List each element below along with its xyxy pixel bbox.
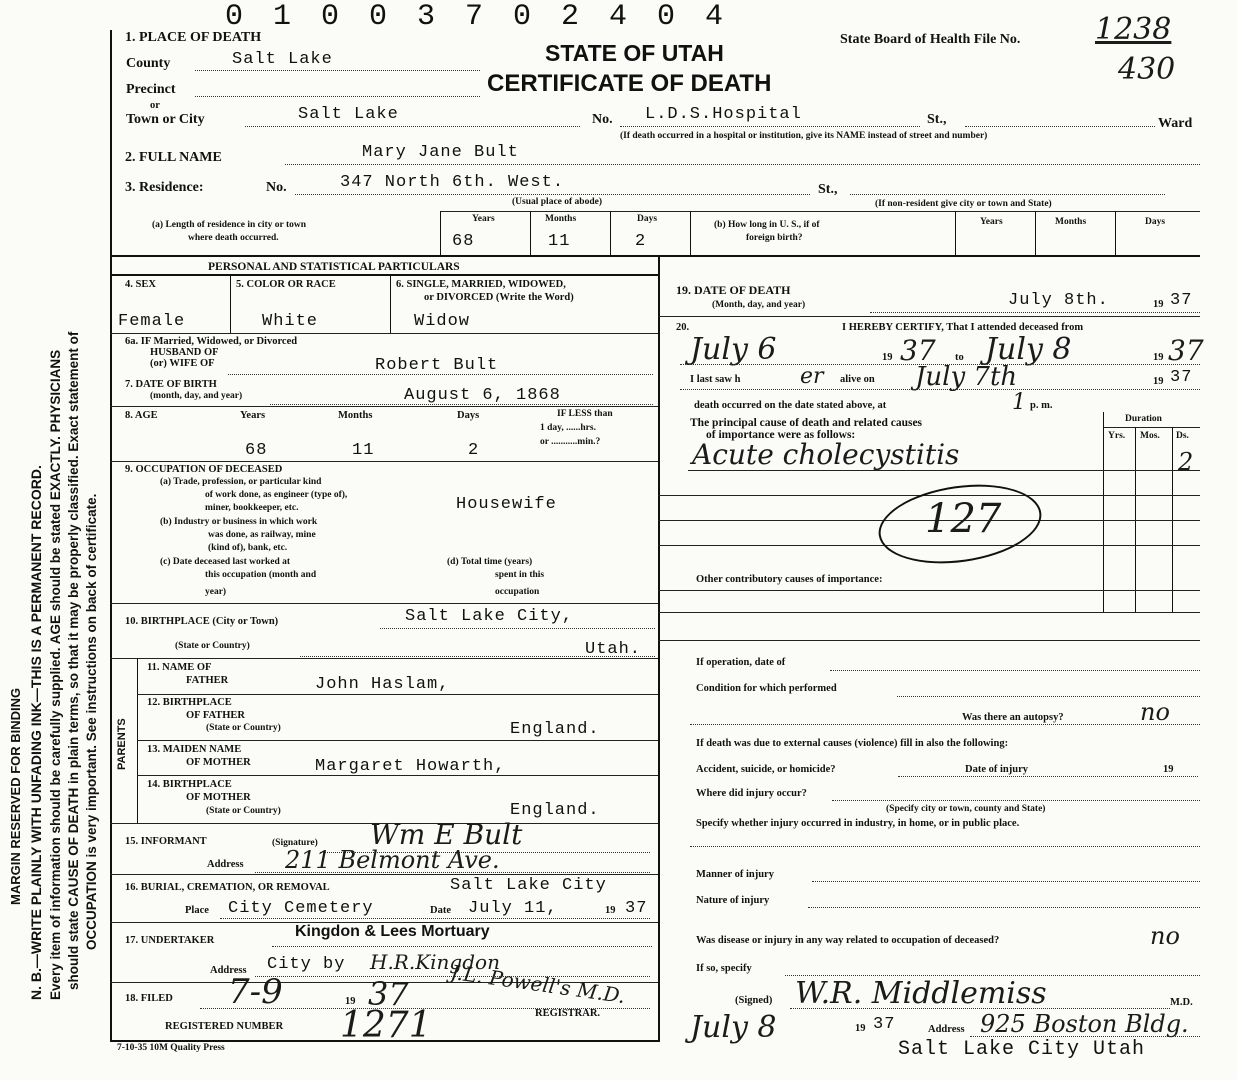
res-years-header: Years: [472, 214, 495, 224]
alive-date: July 7th: [915, 362, 1018, 392]
parents-label: PARENTS: [116, 718, 128, 770]
disease-occupation-answer: no: [1150, 922, 1180, 950]
row-10-top: [110, 603, 658, 604]
age-label: 8. AGE: [125, 410, 158, 421]
row-13-top: [137, 740, 658, 741]
dod-year-prefix: 19: [1153, 299, 1164, 310]
margin-instruction-2: should state CAUSE OF DEATH in plain terms, so that it may be properly classified. Exact statement of: [66, 331, 81, 990]
us-years-header: Years: [980, 217, 1003, 227]
dod-line: [870, 312, 1200, 313]
us-col-1: [955, 211, 956, 255]
color-col: [390, 275, 391, 333]
signed-label: (Signed): [735, 995, 773, 1006]
or-label: or: [150, 100, 160, 111]
dob-value: August 6, 1868: [404, 386, 561, 405]
registrar-signature: J.L. Powell's M.D.: [449, 959, 627, 1009]
residence-value: 347 North 6th. West.: [340, 173, 565, 192]
cause-of-death: Acute cholecystitis: [692, 438, 960, 471]
operation-label: If operation, date of: [696, 657, 786, 668]
birthplace-line: [380, 628, 655, 629]
date-of-death: July 8th.: [1008, 291, 1109, 310]
condition-line: [897, 696, 1200, 697]
us-col-3: [1115, 211, 1116, 255]
hospital-note: (If death occurred in a hospital or institution, give its NAME instead of street and number): [620, 131, 988, 141]
burial-label: 16. BURIAL, CREMATION, OR REMOVAL: [125, 882, 330, 893]
margin-binding-note: MARGIN RESERVED FOR BINDING: [8, 687, 23, 905]
res-col-1: [440, 211, 441, 255]
occurred-unit: p. m.: [1030, 400, 1053, 411]
personal-rule: [110, 274, 658, 276]
state-title: STATE OF UTAH: [545, 40, 724, 66]
filed-date: 7-9: [228, 972, 283, 1012]
informant-address: 211 Belmont Ave.: [285, 846, 500, 874]
undertaker-address-label: Address: [210, 965, 247, 976]
father-birth-label-2: OF FATHER: [186, 710, 246, 721]
usual-abode-note: (Usual place of abode): [512, 197, 602, 207]
registrar-label: REGISTRAR.: [535, 1008, 601, 1019]
row-20-top: [658, 316, 1200, 317]
row-12-top: [137, 694, 658, 695]
us-length-label-2: foreign birth?: [746, 233, 803, 243]
precinct-label: Precinct: [126, 82, 176, 97]
occurred-time: 1: [1012, 390, 1026, 415]
attended-to: July 8: [985, 332, 1072, 367]
us-length-label: (b) How long in U. S., if of: [714, 220, 820, 230]
burial-place-label: Place: [185, 905, 209, 916]
mother-birth-value: England.: [510, 801, 600, 820]
less-day-label: 1 day, ......hrs.: [540, 423, 596, 433]
filed-year: 37: [368, 975, 409, 1013]
res-col-3: [610, 211, 611, 255]
mother-value: Margaret Howarth,: [315, 757, 506, 776]
cause-label: The principal cause of death and related causes: [690, 417, 923, 429]
county-line: [195, 70, 480, 71]
file-number-secondary: 430: [1118, 52, 1176, 87]
duration-ds: Ds.: [1176, 431, 1189, 441]
alive-year-prefix: 19: [1153, 376, 1164, 387]
residence-st-label: St.,: [818, 182, 838, 197]
industry-line: [690, 846, 1200, 847]
row-14-top: [137, 775, 658, 776]
burial-year-prefix: 19: [605, 905, 616, 916]
mother-birth-label: 14. BIRTHPLACE: [147, 779, 232, 790]
nonresident-note: (If non-resident give city or town and State): [875, 199, 1052, 209]
occ-b3: (kind of), bank, etc.: [208, 543, 288, 553]
sign-date: July 8: [690, 1010, 777, 1045]
father-label-2: FATHER: [186, 675, 229, 686]
occ-d3: occupation: [495, 587, 540, 597]
marital-label-2: or DIVORCED (Write the Word): [424, 292, 574, 303]
signed-line: [790, 1008, 1170, 1009]
certify-text: I HEREBY CERTIFY, That I attended deceased from: [842, 322, 1084, 333]
sex-value: Female: [118, 312, 186, 331]
birthplace-city: Salt Lake City,: [405, 607, 574, 626]
certify-number: 20.: [676, 322, 690, 333]
duration-mos: Mos.: [1140, 431, 1160, 441]
undertaker-stamp: Kingdon & Lees Mortuary: [295, 923, 490, 940]
nature-label: Nature of injury: [696, 895, 770, 906]
res-col-4: [690, 211, 691, 255]
burial-city: Salt Lake City: [450, 876, 607, 895]
spouse-line: [228, 374, 653, 375]
duration-header: Duration: [1125, 414, 1162, 424]
color-value: White: [262, 312, 319, 331]
md-label: M.D.: [1170, 997, 1193, 1008]
us-col-2: [1035, 211, 1036, 255]
length-residence-label-2: where death occurred.: [188, 233, 279, 243]
mother-label-2: OF MOTHER: [186, 757, 251, 768]
res-months-header: Months: [545, 214, 577, 224]
contributory-label: Other contributory causes of importance:: [696, 574, 883, 585]
personal-heading: PERSONAL AND STATISTICAL PARTICULARS: [208, 261, 460, 273]
town-value: Salt Lake: [298, 105, 399, 124]
margin-instruction-1: Every item of information should be carefully supplied. AGE should be stated EXACTLY. PHYSICIANS: [48, 349, 63, 1000]
informant-signature-label: (Signature): [272, 838, 318, 848]
if-so-label: If so, specify: [696, 963, 752, 974]
row-9-top: [110, 461, 658, 462]
birthplace-state-label: (State or Country): [175, 641, 250, 651]
spouse-label-2: HUSBAND OF: [150, 347, 219, 358]
spouse-value: Robert Bult: [375, 356, 499, 375]
date-of-death-sub: (Month, day, and year): [712, 300, 806, 310]
undertaker-address: City by: [267, 955, 346, 974]
specify-industry-label: Specify whether injury occurred in industry, in home, or in public place.: [696, 818, 1020, 829]
residence-line: [295, 194, 810, 195]
occ-c3: year): [205, 587, 227, 597]
dob-label: 7. DATE OF BIRTH: [125, 379, 217, 390]
injury-where-label: Where did injury occur?: [696, 788, 807, 799]
from-year: 37: [900, 334, 936, 367]
age-days-header: Days: [457, 410, 480, 421]
to-label: to: [955, 352, 964, 363]
birthplace-label: 10. BIRTHPLACE (City or Town): [125, 616, 279, 627]
undertaker-line: [272, 946, 652, 947]
date-of-death-label: 19. DATE OF DEATH: [676, 283, 791, 297]
row-16-top: [110, 874, 658, 875]
res-days-header: Days: [637, 214, 658, 224]
contrib-line-2: [658, 612, 1200, 613]
autopsy-answer: no: [1140, 698, 1170, 726]
attended-from: July 6: [690, 332, 777, 367]
parents-top: [110, 658, 658, 659]
color-label: 5. COLOR OR RACE: [236, 279, 336, 290]
spouse-label: 6a. IF Married, Widowed, or Divorced: [125, 336, 298, 347]
res-days-value: 2: [635, 232, 647, 251]
full-name-label: 2. FULL NAME: [125, 150, 222, 165]
st-line: [965, 126, 1155, 127]
alive-line: [680, 389, 1200, 390]
physician-city: Salt Lake City Utah: [898, 1038, 1146, 1061]
age-years-header: Years: [240, 410, 266, 421]
serial-number: 0 1 0 0 3 7 0 2 4 0 4: [225, 0, 730, 34]
dur-col-1: [1103, 412, 1104, 612]
length-residence-label: (a) Length of residence in city or town: [152, 220, 307, 230]
occ-d: (d) Total time (years): [447, 557, 533, 567]
occupation-value: Housewife: [456, 495, 557, 514]
nature-line: [808, 907, 1200, 908]
margin-instruction-3: OCCUPATION is very important. See instructions on back of certificate.: [84, 493, 99, 950]
occ-b: (b) Industry or business in which work: [160, 517, 318, 527]
registered-number-label: REGISTERED NUMBER: [165, 1021, 284, 1032]
address-line: [970, 1036, 1200, 1037]
burial-date-label: Date: [430, 905, 451, 916]
injury-date-label: Date of injury: [965, 764, 1028, 775]
occ-a2: of work done, as engineer (type of),: [205, 490, 348, 500]
accident-line: [898, 776, 1198, 777]
autopsy-line: [690, 724, 1200, 725]
dob-line: [270, 404, 653, 405]
us-months-header: Months: [1055, 217, 1087, 227]
county-value: Salt Lake: [232, 50, 333, 69]
less-min-label: or ...........min.?: [540, 437, 601, 447]
physician-signature: W.R. Middlemiss: [795, 976, 1047, 1011]
manner-line: [812, 881, 1200, 882]
row-8-top: [110, 406, 658, 407]
autopsy-label: Was there an autopsy?: [962, 712, 1064, 723]
manner-label: Manner of injury: [696, 869, 774, 880]
contrib-line-1: [658, 590, 1200, 591]
precinct-line: [195, 96, 480, 97]
occupation-label: 9. OCCUPATION OF DECEASED: [125, 464, 283, 475]
form-footer: 7-10-35 10M Quality Press: [117, 1043, 225, 1053]
occ-a3: miner, bookkeeper, etc.: [205, 503, 299, 513]
injury-where-line: [832, 800, 1200, 801]
file-number-label: State Board of Health File No.: [840, 32, 1021, 47]
accident-label: Accident, suicide, or homicide?: [696, 764, 836, 775]
residence-box-top: [440, 211, 1200, 212]
condition-label: Condition for which performed: [696, 683, 837, 694]
informant-signature: Wm E Bult: [370, 818, 523, 851]
res-col-2: [530, 211, 531, 255]
certificate-title: CERTIFICATE OF DEATH: [487, 70, 772, 97]
hospital-no-label: No.: [592, 112, 613, 127]
to-year: 37: [1168, 334, 1204, 367]
alive-label: alive on: [840, 374, 875, 385]
less-than-label: IF LESS than: [557, 409, 613, 419]
informant-address-label: Address: [207, 859, 244, 870]
undertaker-signature: H.R.Kingdon: [370, 950, 500, 974]
full-name-line: [285, 164, 1200, 165]
marital-value: Widow: [414, 312, 471, 331]
physician-address: 925 Boston Bldg.: [980, 1010, 1189, 1038]
registered-number: 1271: [340, 1005, 432, 1046]
informant-label: 15. INFORMANT: [125, 836, 207, 847]
residence-no-label: No.: [266, 180, 287, 195]
sign-year-prefix: 19: [855, 1023, 866, 1034]
specify-city-note: (Specify city or town, county and State): [886, 804, 1046, 814]
age-days-value: 2: [468, 441, 480, 460]
occ-b2: was done, as railway, mine: [208, 530, 316, 540]
burial-year: 37: [625, 899, 648, 918]
last-saw-label: I last saw h: [690, 374, 741, 385]
occ-c: (c) Date deceased last worked at: [160, 557, 291, 567]
occ-c2: this occupation (month and: [205, 570, 317, 580]
duration-top: [1103, 427, 1200, 428]
mother-birth-label-3: (State or Country): [206, 806, 281, 816]
margin-ink-note: N. B.—WRITE PLAINLY WITH UNFADING INK—THIS IS A PERMANENT RECORD.: [28, 465, 44, 1000]
physician-address-label: Address: [928, 1024, 965, 1035]
town-line: [245, 126, 580, 127]
filed-label: 18. FILED: [125, 993, 173, 1004]
to-year-prefix: 19: [1153, 352, 1164, 363]
burial-date: July 11,: [468, 899, 558, 918]
spouse-label-3: (or) WIFE OF: [150, 358, 215, 369]
column-divider: [658, 256, 660, 1040]
cause-code: 127: [925, 496, 1002, 542]
filed-year-prefix: 19: [345, 996, 356, 1007]
sex-col: [230, 275, 231, 333]
res-months-value: 11: [548, 232, 571, 251]
header-top-rule: [110, 255, 1200, 257]
injury-year-prefix: 19: [1163, 764, 1174, 775]
burial-place: City Cemetery: [228, 899, 374, 918]
sign-year: 37: [873, 1015, 896, 1034]
full-name-value: Mary Jane Bult: [362, 143, 519, 162]
external-label: If death was due to external causes (violence) fill in also the following:: [696, 738, 1009, 749]
row-6-top: [110, 333, 658, 334]
father-value: John Haslam,: [315, 675, 450, 694]
informant-address-line: [255, 872, 650, 873]
marital-label: 6. SINGLE, MARRIED, WIDOWED,: [396, 279, 566, 290]
hospital-line: [620, 126, 920, 127]
cause-duration-days: 2: [1178, 448, 1194, 476]
cause-line-1: [688, 470, 1200, 471]
us-days-header: Days: [1145, 217, 1166, 227]
father-birth-label: 12. BIRTHPLACE: [147, 697, 232, 708]
residence-label: 3. Residence:: [125, 180, 204, 195]
mother-birth-label-2: OF MOTHER: [186, 792, 251, 803]
county-label: County: [126, 56, 171, 71]
res-years-value: 68: [452, 232, 475, 251]
birthplace-state: Utah.: [585, 640, 642, 659]
age-months-header: Months: [338, 410, 373, 421]
birthplace-state-line: [300, 656, 655, 657]
from-year-prefix: 19: [882, 352, 893, 363]
contrib-line-3: [658, 640, 1200, 641]
place-of-death-heading: 1. PLACE OF DEATH: [125, 30, 262, 45]
occurred-label: death occurred on the date stated above, at: [694, 400, 887, 411]
file-number: 1238: [1095, 12, 1172, 47]
age-months-value: 11: [352, 441, 375, 460]
alive-year: 37: [1170, 368, 1193, 387]
dod-year: 37: [1170, 291, 1193, 310]
occ-a: (a) Trade, profession, or particular kind: [160, 477, 322, 487]
burial-line: [220, 918, 650, 919]
mother-label: 13. MAIDEN NAME: [147, 744, 242, 755]
father-birth-label-3: (State or Country): [206, 723, 281, 733]
residence-st-line: [850, 194, 1165, 195]
occ-d2: spent in this: [495, 570, 545, 580]
sex-label: 4. SEX: [125, 279, 156, 290]
hospital-value: L.D.S.Hospital: [645, 105, 802, 124]
dob-sub: (month, day, and year): [150, 391, 243, 401]
father-label: 11. NAME OF: [147, 662, 212, 673]
town-label: Town or City: [126, 112, 205, 127]
form-left-border: [110, 30, 112, 1040]
operation-line: [830, 670, 1200, 671]
disease-occupation-label: Was disease or injury in any way related to occupation of deceased?: [696, 935, 1000, 946]
undertaker-label: 17. UNDERTAKER: [125, 935, 215, 946]
duration-yrs: Yrs.: [1108, 431, 1126, 441]
ward-label: Ward: [1158, 116, 1193, 131]
st-label: St.,: [927, 112, 947, 127]
age-years-value: 68: [245, 441, 268, 460]
cause-label-2: of importance were as follows:: [706, 429, 856, 441]
last-saw-value: er: [800, 364, 824, 389]
father-birth-value: England.: [510, 720, 600, 739]
